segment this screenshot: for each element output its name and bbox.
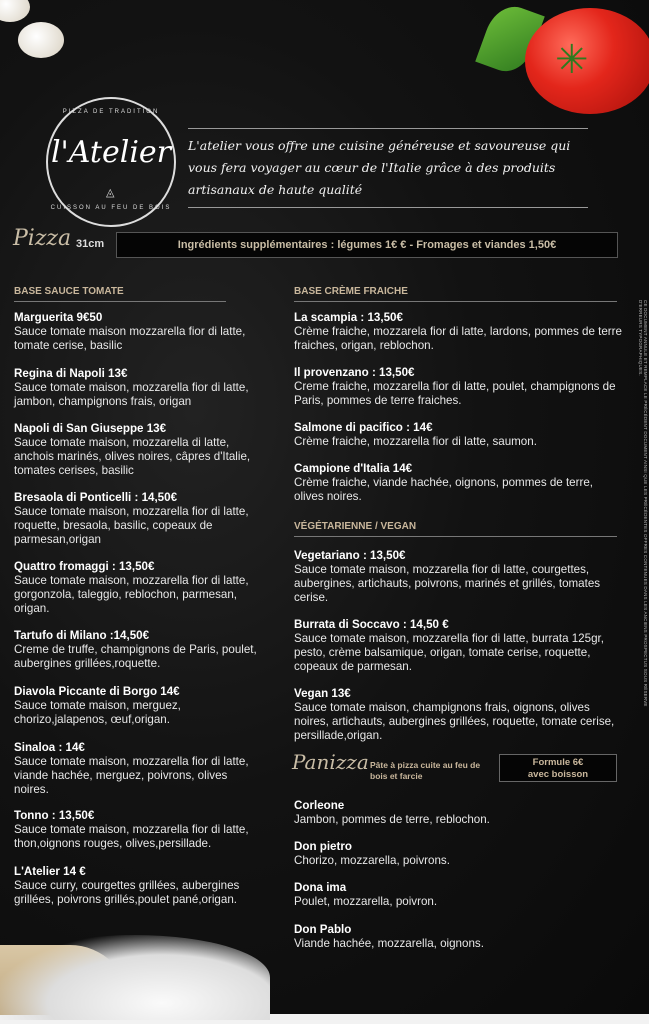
section-header-creme: BASE CRÈME FRAICHE (294, 286, 617, 302)
menu-item-name: Vegan 13€ (294, 687, 351, 700)
menu-item-name: Quattro fromaggi : 13,50€ (14, 560, 155, 573)
menu-item-description: Sauce tomate maison, mozzarella fior di latte, jambon, champignons frais, origan (14, 381, 249, 408)
menu-item-name: Napoli di San Giuseppe 13€ (14, 422, 167, 435)
tagline: L'atelier vous offre une cuisine généreuse et savoureuse qui vous fera voyager au cœur de l'Italie grâce à des produits artisanaux de haute qualité (188, 128, 588, 208)
menu-item (294, 311, 624, 353)
logo-name: l'Atelier (50, 135, 172, 170)
menu-item-name: Marguerita 9€50 (14, 311, 103, 324)
menu-item-description: Sauce tomate maison, champignons frais, oignons, olives noires, artichauts, aubergines grillées, roquette, tomate cerise, persillade,origan. (294, 701, 615, 742)
menu-item (14, 741, 259, 797)
restaurant-logo (46, 97, 176, 227)
menu-item (294, 618, 624, 674)
logo-bottom-text: CUISSON AU FEU DE BOIS (50, 205, 172, 211)
panizza-title: Panizza (292, 750, 369, 774)
formule-drink: avec boisson (527, 769, 589, 780)
formule-price: Formule 6€ (532, 757, 584, 768)
menu-item-name: Regina di Napoli 13€ (14, 367, 128, 380)
menu-item (14, 311, 259, 353)
menu-item-description: Sauce tomate maison, merguez, chorizo,jalapenos, œuf,origan. (14, 699, 181, 726)
mushroom-image (18, 22, 64, 58)
flour-image (0, 935, 270, 1020)
menu-item-description: Poulet, mozzarella, poivron. (294, 895, 438, 908)
menu-item-description: Sauce tomate maison, mozzarella fior di latte, gorgonzola, taleggio, reblochon, parmesan, origan. (14, 574, 249, 615)
menu-item-description: Sauce tomate maison, mozzarella fior di latte, viande hachée, merguez, poivrons, olives noires. (14, 755, 249, 796)
menu-item (14, 685, 259, 727)
menu-item (294, 549, 624, 605)
menu-item (14, 367, 259, 409)
menu-item-description: Viande hachée, mozzarella, oignons. (294, 937, 484, 950)
menu-item-name: La scampia : 13,50€ (294, 311, 403, 324)
pizza-size: 31cm (76, 238, 105, 250)
menu-item (294, 462, 624, 504)
menu-item-name: Dona ima (294, 881, 347, 894)
menu-item-description: Sauce tomate maison, mozzarella di latte, anchois marinés, olives noires, câpres d'Italie, tomates cerises, basilic (14, 436, 251, 477)
menu-item-name: Campione d'Italia 14€ (294, 462, 413, 475)
menu-item-name: Don Pablo (294, 923, 352, 936)
tomato-stem-icon: ✳ (555, 38, 589, 82)
menu-item-description: Chorizo, mozzarella, poivrons. (294, 854, 450, 867)
pizza-title: Pizza (13, 226, 72, 251)
logo-top-text: PIZZA DE TRADITION (62, 109, 160, 115)
menu-item-description: Sauce tomate maison, mozzarella fior di latte, roquette, bresaola, basilic, copeaux de parmesan,origan (14, 505, 249, 546)
menu-item-description: Crème fraiche, mozzarella fior di latte, saumon. (294, 435, 537, 448)
menu-item (14, 809, 259, 851)
menu-item (294, 366, 624, 408)
panizza-description: Pâte à pizza cuite au feu de bois et farcie (370, 760, 481, 781)
extra-ingredients-banner: Ingrédients supplémentaires : légumes 1€ € - Fromages et viandes 1,50€ (116, 232, 618, 258)
menu-item (294, 840, 624, 868)
menu-item-description: Jambon, pommes de terre, reblochon. (294, 813, 490, 826)
menu-item (14, 422, 259, 478)
menu-item-name: Sinaloa : 14€ (14, 741, 85, 754)
menu-item-name: Il provenzano : 13,50€ (294, 366, 415, 379)
menu-item-name: Tonno : 13,50€ (14, 809, 95, 822)
menu-item-name: Tartufo di Milano :14,50€ (14, 629, 150, 642)
menu-item-name: Diavola Piccante di Borgo 14€ (14, 685, 180, 698)
menu-item-name: Corleone (294, 799, 345, 812)
menu-item (294, 881, 624, 909)
menu-item (14, 629, 259, 671)
menu-item-description: Crème fraiche, viande hachée, oignons, pommes de terre, olives noires. (294, 476, 594, 503)
formule-box (499, 754, 617, 782)
section-header-tomate: BASE SAUCE TOMATE (14, 286, 226, 302)
menu-item (14, 491, 259, 547)
menu-item-description: Sauce tomate maison mozzarella fior di latte, tomate cerise, basilic (14, 325, 246, 352)
menu-item-description: Sauce tomate maison, mozzarella fior di latte, burrata 125gr, pesto, crème balsamique, origan, tomate cerise, roquette, copeaux de parmesan. (294, 632, 604, 673)
menu-item-description: Sauce tomate maison, mozzarella fior di latte, thon,oignons rouges, olives,persillade. (14, 823, 249, 850)
menu-item (294, 923, 624, 951)
menu-item-name: L'Atelier 14 € (14, 865, 86, 878)
menu-item-name: Vegetariano : 13,50€ (294, 549, 406, 562)
menu-item-description: Creme fraiche, mozzarella fior di latte, poulet, champignons de Paris, pommes de terre fraiches. (294, 380, 616, 407)
menu-item (294, 421, 624, 449)
menu-item-name: Bresaola di Ponticelli : 14,50€ (14, 491, 178, 504)
menu-item-name: Salmone di pacifico : 14€ (294, 421, 433, 434)
legal-notice: CE DOCUMENT ANNULE ET REMPLACE LE PRÉCÉDENT DOCUMENT AINSI QUE LES PRÉCÉDENTES OFFRES CONTENUES DANS LES ANCIENS PROSPECTUS SOUS RÉSERVE D'ERREURS TYPOGRAPHIQUES. (638, 300, 648, 707)
pizza-slice-icon: ◬ (106, 187, 115, 199)
menu-item-name: Burrata di Soccavo : 14,50 € (294, 618, 449, 631)
menu-item (14, 865, 259, 907)
menu-item (14, 560, 259, 616)
section-header-vegan: VÉGÉTARIENNE / VEGAN (294, 521, 617, 537)
menu-item-description: Sauce tomate maison, mozzarella fior di latte, courgettes, aubergines, artichauts, poivrons, marinés et grillés, tomates cerise. (294, 563, 601, 604)
menu-item-description: Crème fraiche, mozzarela fior di latte, lardons, pommes de terre fraiches, origan, reblochon. (294, 325, 622, 352)
menu-item (294, 799, 624, 827)
menu-item-name: Don pietro (294, 840, 352, 853)
menu-item-description: Sauce curry, courgettes grillées, aubergines grillées, poivrons grillés,poulet pané,origan. (14, 879, 240, 906)
menu-item (294, 687, 624, 743)
menu-item-description: Creme de truffe, champignons de Paris, poulet, aubergines grillées,roquette. (14, 643, 257, 670)
